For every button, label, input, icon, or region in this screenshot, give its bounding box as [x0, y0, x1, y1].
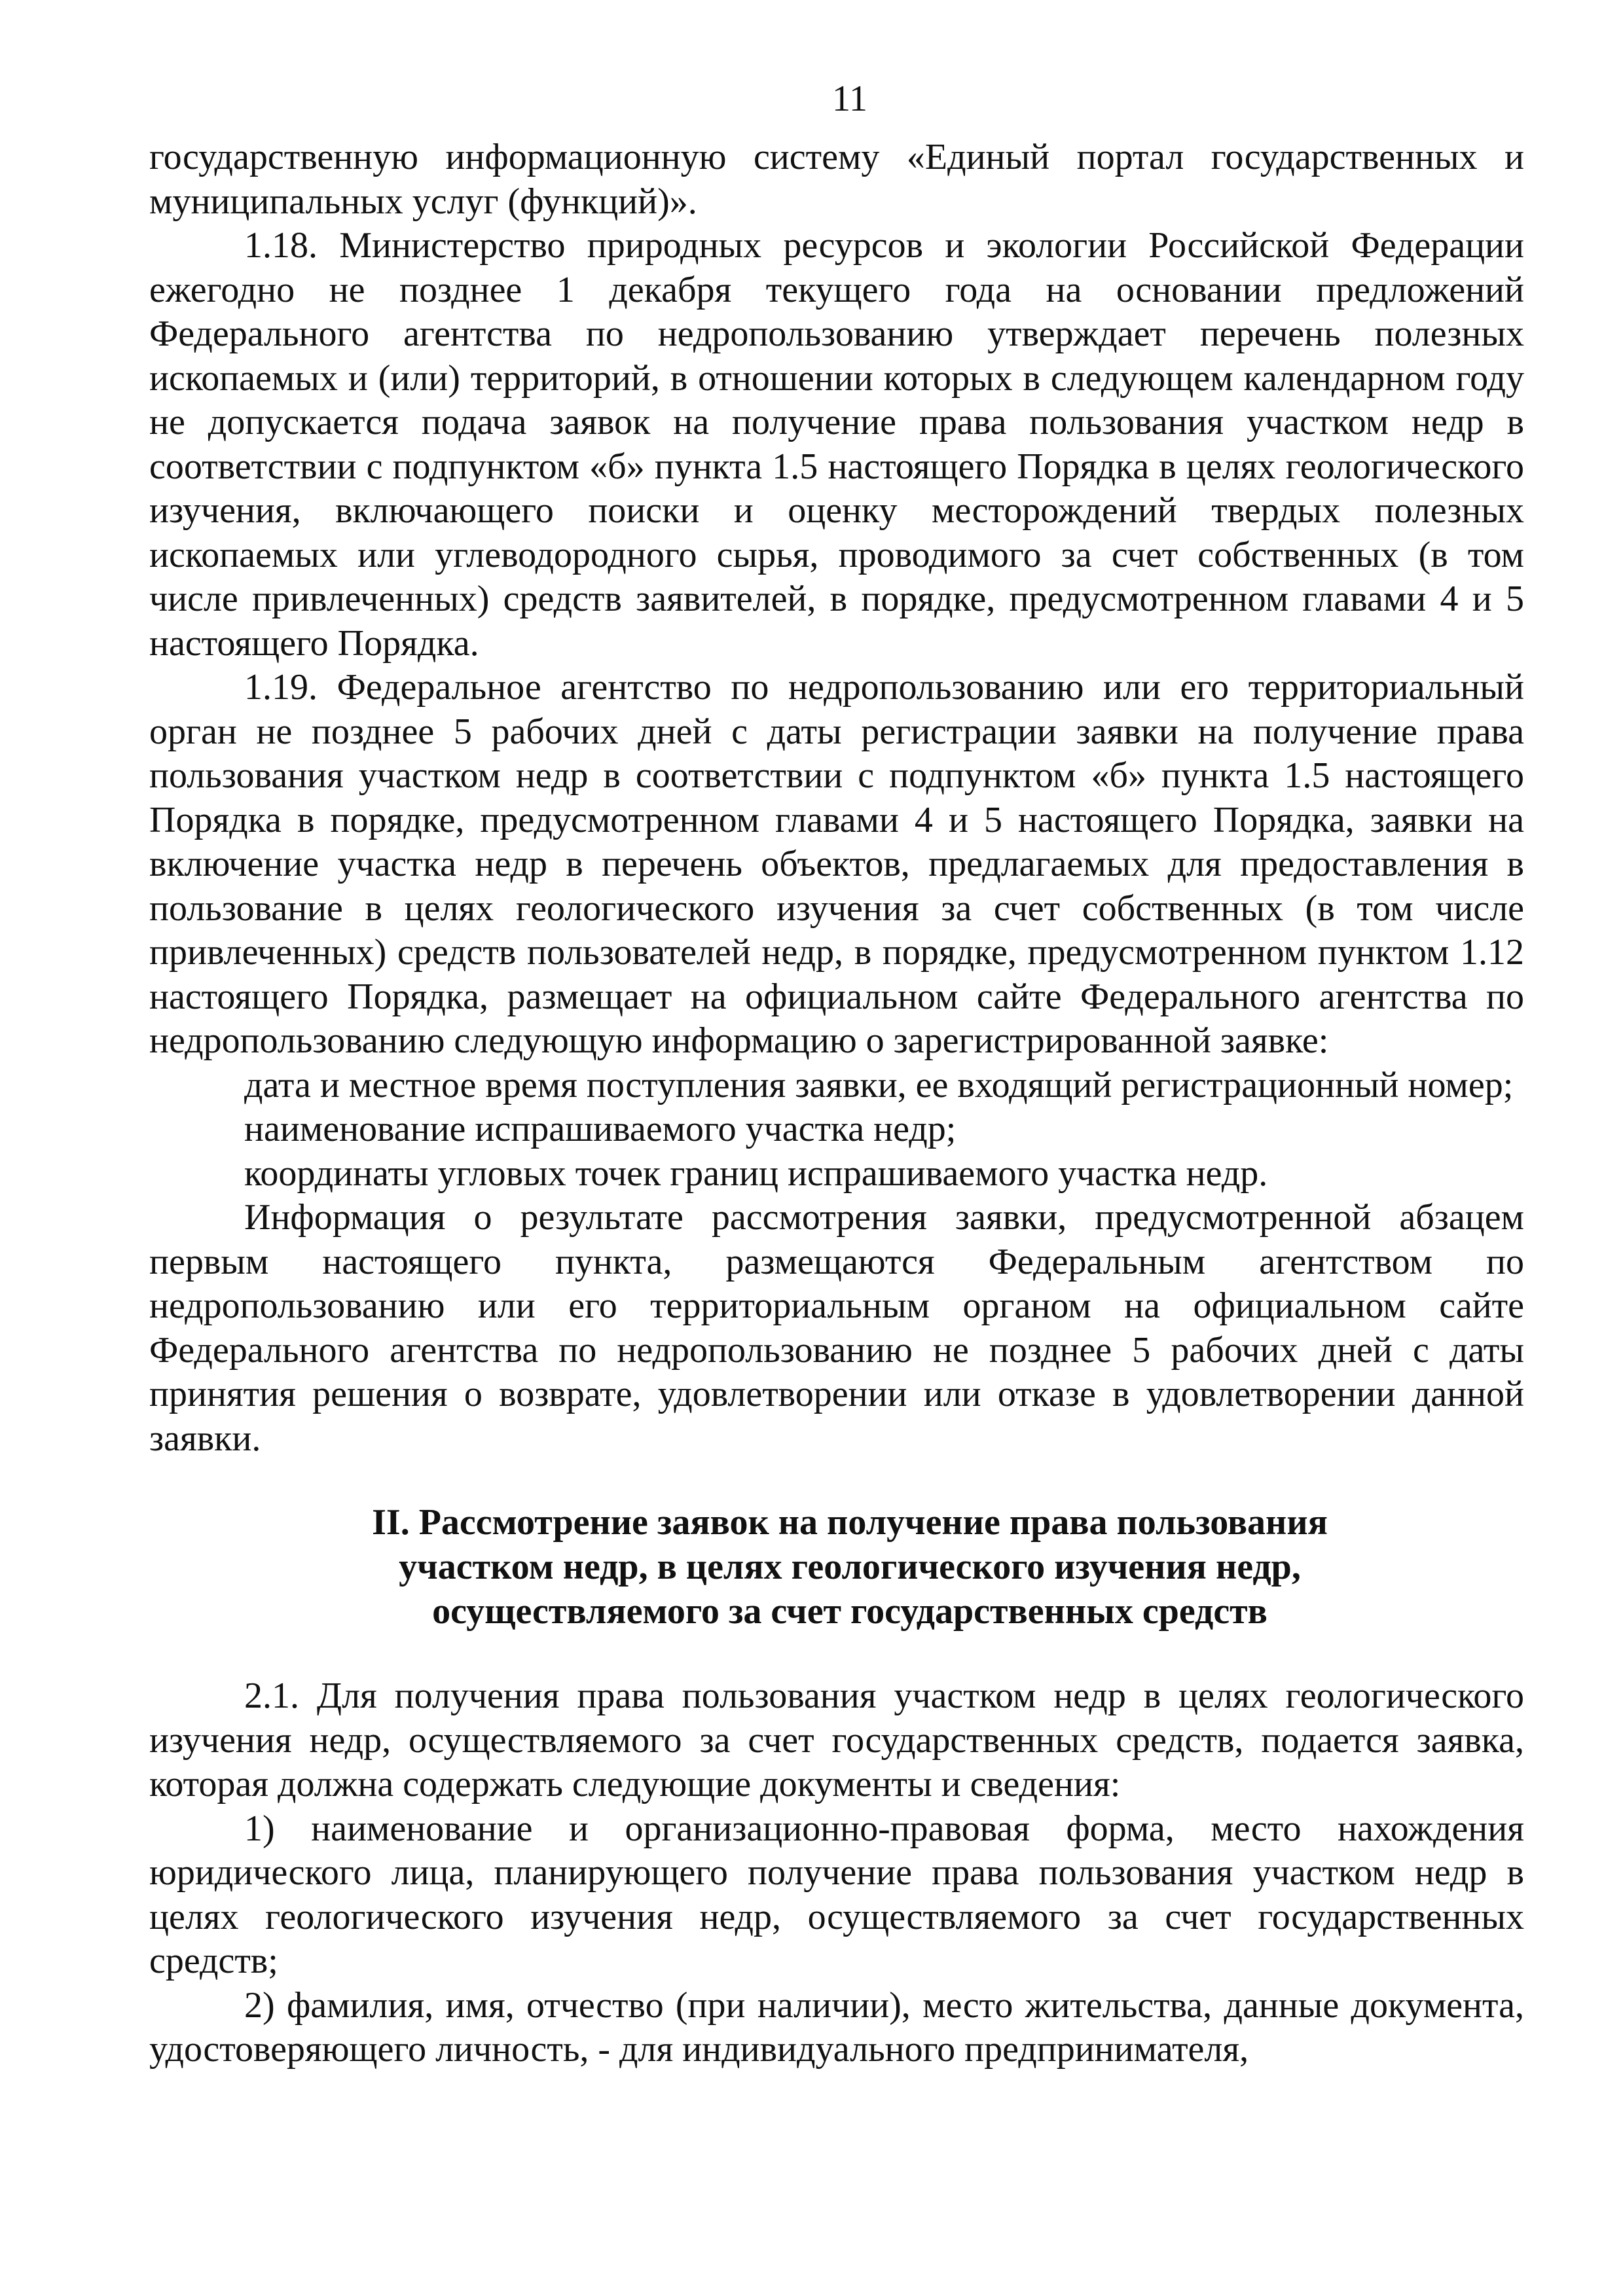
paragraph-2-1: 2.1. Для получения права пользования участком недр в целях геологического изучения недр, осуществляемого за счет государственных средств, подается заявка, которая должна содержать следующие документы и сведения:	[149, 1676, 1524, 1804]
section-heading	[149, 1500, 1524, 1634]
paragraph-1-19: 1.19. Федеральное агентство по недропользованию или его территориальный орган не позднее 5 рабочих дней с даты регистрации заявки на получение права пользования участком недр в соответствии с подпунктом «б» пункта 1.5 настоящего Порядка в порядке, предусмотренном главами 4 и 5 настоящего Порядка, заявки на включение участка недр в перечень объектов, предлагаемых для предоставления в пользование в целях геологического изучения за счет собственных (в том числе привлеченных) средств пользователей недр, в порядке, предусмотренном пунктом 1.12 настоящего Порядка, размещает на официальном сайте Федерального агентства по недропользованию следующую информацию о зарегистрированной заявке:	[149, 667, 1524, 1061]
paragraph-1-18: 1.18. Министерство природных ресурсов и экологии Российской Федерации ежегодно не позднее 1 декабря текущего года на основании предложений Федерального агентства по недропользованию утверждает перечень полезных ископаемых и (или) территорий, в отношении которых в следующем календарном году не допускается подача заявок на получение права пользования участком недр в соответствии с подпунктом «б» пункта 1.5 настоящего Порядка в целях геологического изучения, включающего поиски и оценку месторождений твердых полезных ископаемых или углеводородного сырья, проводимого за счет собственных (в том числе привлеченных) средств заявителей, в порядке, предусмотренном главами 4 и 5 настоящего Порядка.	[149, 225, 1524, 664]
list-item-1: 1) наименование и организационно-правовая форма, место нахождения юридического лица, планирующего получение права пользования участком недр в целях геологического изучения недр, осуществляемого за счет государственных средств;	[149, 1808, 1524, 1981]
list-item-date-time: дата и местное время поступления заявки, ее входящий регистрационный номер;	[244, 1064, 1514, 1105]
page-number: 11	[832, 79, 867, 119]
list-item-site-name: наименование испрашиваемого участка недр;	[244, 1109, 957, 1149]
paragraph-continuation: государственную информационную систему «Единый портал государственных и муниципальных услуг (функций)».	[149, 137, 1524, 222]
list-item-2: 2) фамилия, имя, отчество (при наличии), место жительства, данные документа, удостоверяющего личность, - для индивидуального предпринимателя,	[149, 1984, 1524, 2070]
list-item-coordinates: координаты угловых точек границ испрашиваемого участка недр.	[244, 1153, 1268, 1194]
paragraph-result-info: Информация о результате рассмотрения заявки, предусмотренной абзацем первым настоящего пункта, размещаются Федеральным агентством по недропользованию или его территориальным органом на официальном сайте Федерального агентства по недропользованию не позднее 5 рабочих дней с даты принятия решения о возврате, удовлетворении или отказе в удовлетворении данной заявки.	[149, 1197, 1524, 1459]
section-heading-line-2: участком недр, в целях геологического изучения недр,	[399, 1547, 1301, 1587]
document-page	[149, 77, 1524, 2072]
section-heading-line-3: осуществляемого за счет государственных средств	[432, 1591, 1267, 1632]
section-heading-line-1: II. Рассмотрение заявок на получение права пользования	[372, 1502, 1328, 1543]
